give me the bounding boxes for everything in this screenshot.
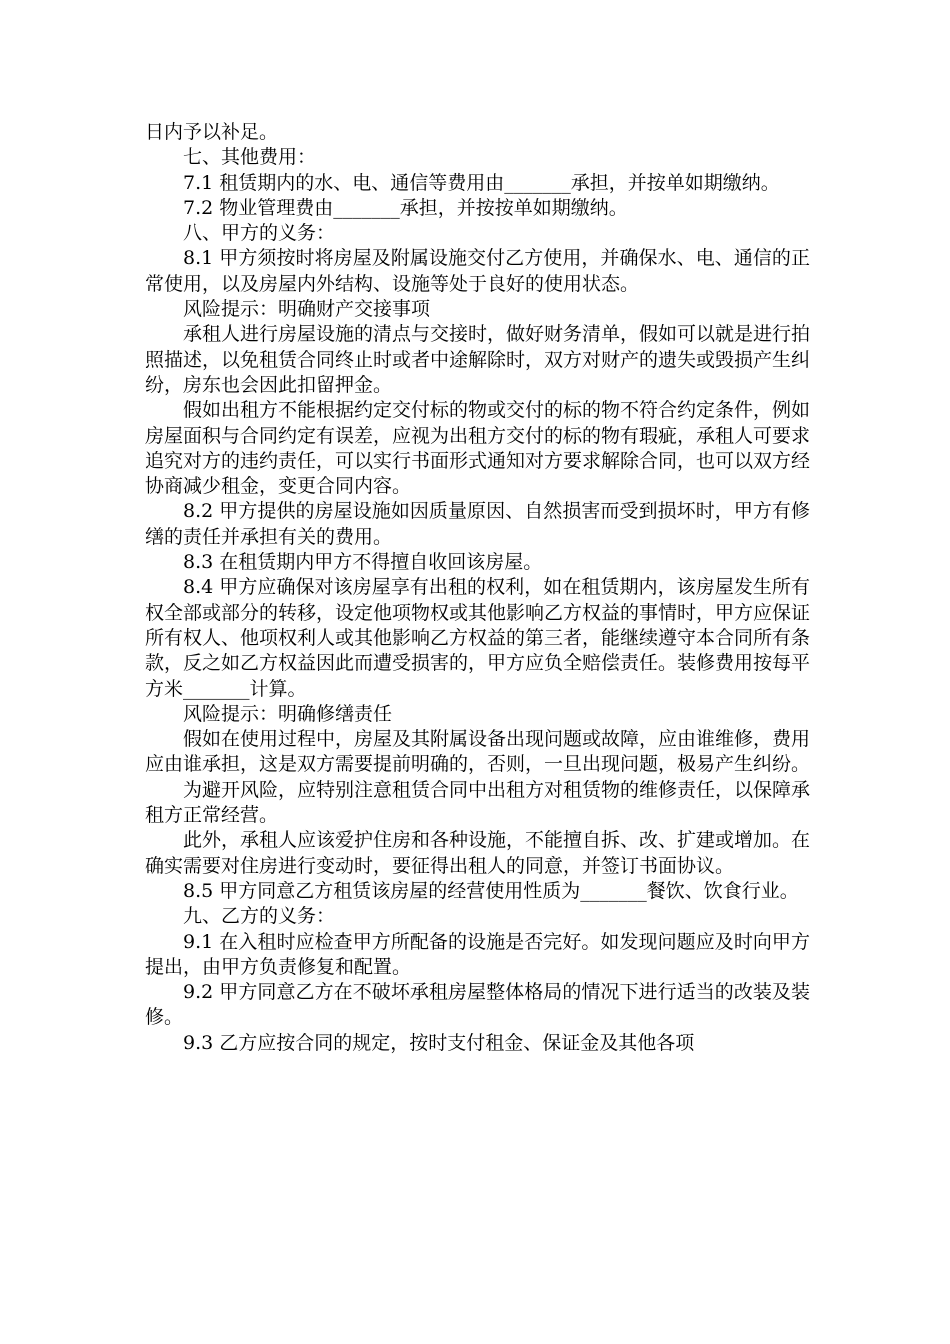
clause-7-2: 7.2 物业管理费由_______承担，并按按单如期缴纳。 bbox=[183, 196, 628, 219]
paragraph: 假如出租方不能根据约定交付标的物或交付的标的物不符合约定条件，例如房屋面积与合同约定有误差，应视为出租方交付的标的物有瑕疵，承租人可要求追究对方的违约责任，可以实行书面形式通知对方要求解除合同，也可以双方经协商减少租金，变更合同内容。 bbox=[145, 399, 811, 498]
clause-9-3: 9.3 乙方应按合同的规定，按时支付租金、保证金及其他各项 bbox=[183, 1031, 695, 1054]
clause-8-2: 8.2 甲方提供的房屋设施如因质量原因、自然损害而受到损坏时，甲方有修缮的责任并承担有关的费用。 bbox=[145, 500, 810, 548]
document-body bbox=[145, 120, 810, 1056]
clause-7-1: 7.1 租赁期内的水、电、通信等费用由_______承担，并按单如期缴纳。 bbox=[183, 171, 780, 194]
paragraph: 日内予以补足。 bbox=[145, 121, 279, 143]
paragraph: 为避开风险，应特别注意租赁合同中出租方对租赁物的维修责任，以保障承租方正常经营。 bbox=[145, 778, 811, 827]
clause-8-4: 8.4 甲方应确保对该房屋享有出租的权利，如在租赁期内，该房屋发生所有权全部或部分的转移，设定他项物权或其他影响乙方权益的事情时，甲方应保证所有权人、他项权利人或其他影响乙方权益的第三者，能继续遵守本合同所有条款，反之如乙方权益因此而遭受损害的，甲方应负全赔偿责任。装修费用按每平方米_______计算。 bbox=[145, 576, 811, 700]
paragraph: 承租人进行房屋设施的清点与交接时，做好财务清单，假如可以就是进行拍照描述，以免租赁合同终止时或者中途解除时，双方对财产的遗失或毁损产生纠纷，房东也会因此扣留押金。 bbox=[145, 323, 811, 396]
paragraph: 此外，承租人应该爱护住房和各种设施，不能擅自拆、改、扩建或增加。在确实需要对住房进行变动时，要征得出租人的同意，并签订书面协议。 bbox=[145, 829, 811, 877]
clause-8-3: 8.3 在租赁期内甲方不得擅自收回该房屋。 bbox=[183, 551, 543, 574]
clause-9-1: 9.1 在入租时应检查甲方所配备的设施是否完好。如发现问题应及时向甲方提出，由甲方负责修复和配置。 bbox=[145, 930, 810, 978]
risk-tip-heading: 风险提示：明确财产交接事项 bbox=[183, 298, 431, 321]
risk-tip-heading: 风险提示：明确修缮责任 bbox=[183, 702, 393, 725]
section-heading-other-fees: 七、其他费用： bbox=[183, 146, 317, 169]
clause-8-5: 8.5 甲方同意乙方租赁该房屋的经营使用性质为_______餐饮、饮食行业。 bbox=[183, 879, 799, 902]
clause-9-2: 9.2 甲方同意乙方在不破坏承租房屋整体格局的情况下进行适当的改装及装修。 bbox=[145, 981, 810, 1029]
section-heading-party-b-obligations: 九、乙方的义务： bbox=[183, 905, 336, 928]
paragraph: 假如在使用过程中，房屋及其附属设备出现问题或故障，应由谁维修，费用应由谁承担，这是双方需要提前明确的，否则，一旦出现问题，极易产生纠纷。 bbox=[145, 728, 811, 776]
clause-8-1: 8.1 甲方须按时将房屋及附属设施交付乙方使用，并确保水、电、通信的正常使用，以及房屋内外结构、设施等处于良好的使用状态。 bbox=[145, 247, 810, 295]
section-heading-party-a-obligations: 八、甲方的义务： bbox=[183, 222, 336, 245]
